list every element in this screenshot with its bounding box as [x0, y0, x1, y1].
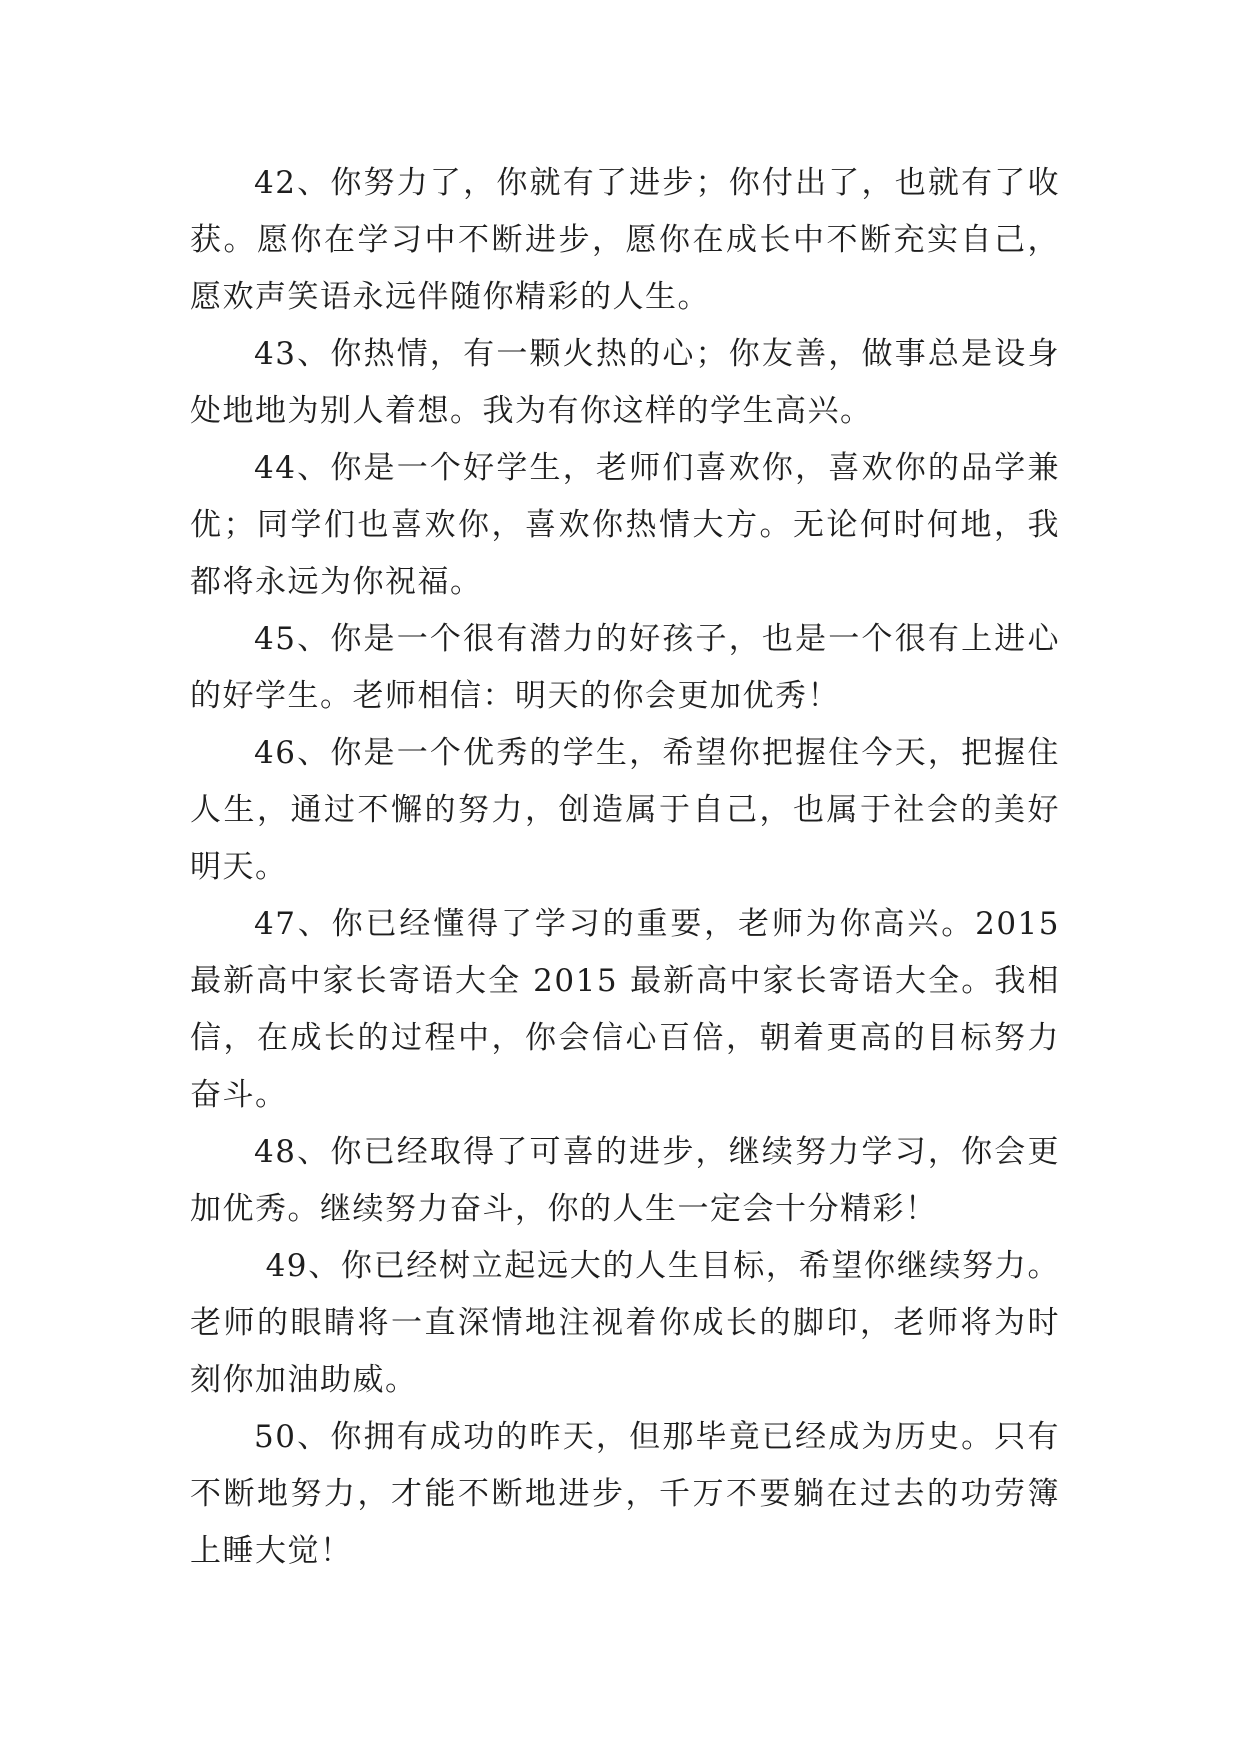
paragraph-50: 50、你拥有成功的昨天，但那毕竟已经成为历史。只有不断地努力，才能不断地进步，千万不要躺在过去的功劳簿上睡大觉！	[190, 1419, 1060, 1569]
paragraph-43: 43、你热情，有一颗火热的心；你友善，做事总是设身处地地为别人着想。我为有你这样的学生高兴。	[190, 336, 1060, 429]
paragraph-42: 42、你努力了，你就有了进步；你付出了，也就有了收获。愿你在学习中不断进步，愿你在成长中不断充实自己，愿欢声笑语永远伴随你精彩的人生。	[190, 165, 1060, 315]
paragraph-45: 45、你是一个很有潜力的好孩子，也是一个很有上进心的好学生。老师相信：明天的你会更加优秀！	[190, 621, 1060, 714]
paragraph-46: 46、你是一个优秀的学生，希望你把握住今天，把握住人生，通过不懈的努力，创造属于自己，也属于社会的美好明天。	[190, 735, 1060, 885]
paragraph-44: 44、你是一个好学生，老师们喜欢你，喜欢你的品学兼优；同学们也喜欢你，喜欢你热情大方。无论何时何地，我都将永远为你祝福。	[190, 450, 1060, 600]
paragraph-47: 47、你已经懂得了学习的重要，老师为你高兴。2015 最新高中家长寄语大全 2015 最新高中家长寄语大全。我相信，在成长的过程中，你会信心百倍，朝着更高的目标努力奋斗。	[190, 906, 1060, 1113]
paragraph-48: 48、你已经取得了可喜的进步，继续努力学习，你会更加优秀。继续努力奋斗，你的人生一定会十分精彩！	[190, 1134, 1060, 1227]
document-body	[190, 155, 1060, 1580]
paragraph-49: 49、你已经树立起远大的人生目标，希望你继续努力。老师的眼睛将一直深情地注视着你成长的脚印，老师将为时刻你加油助威。	[190, 1248, 1060, 1398]
